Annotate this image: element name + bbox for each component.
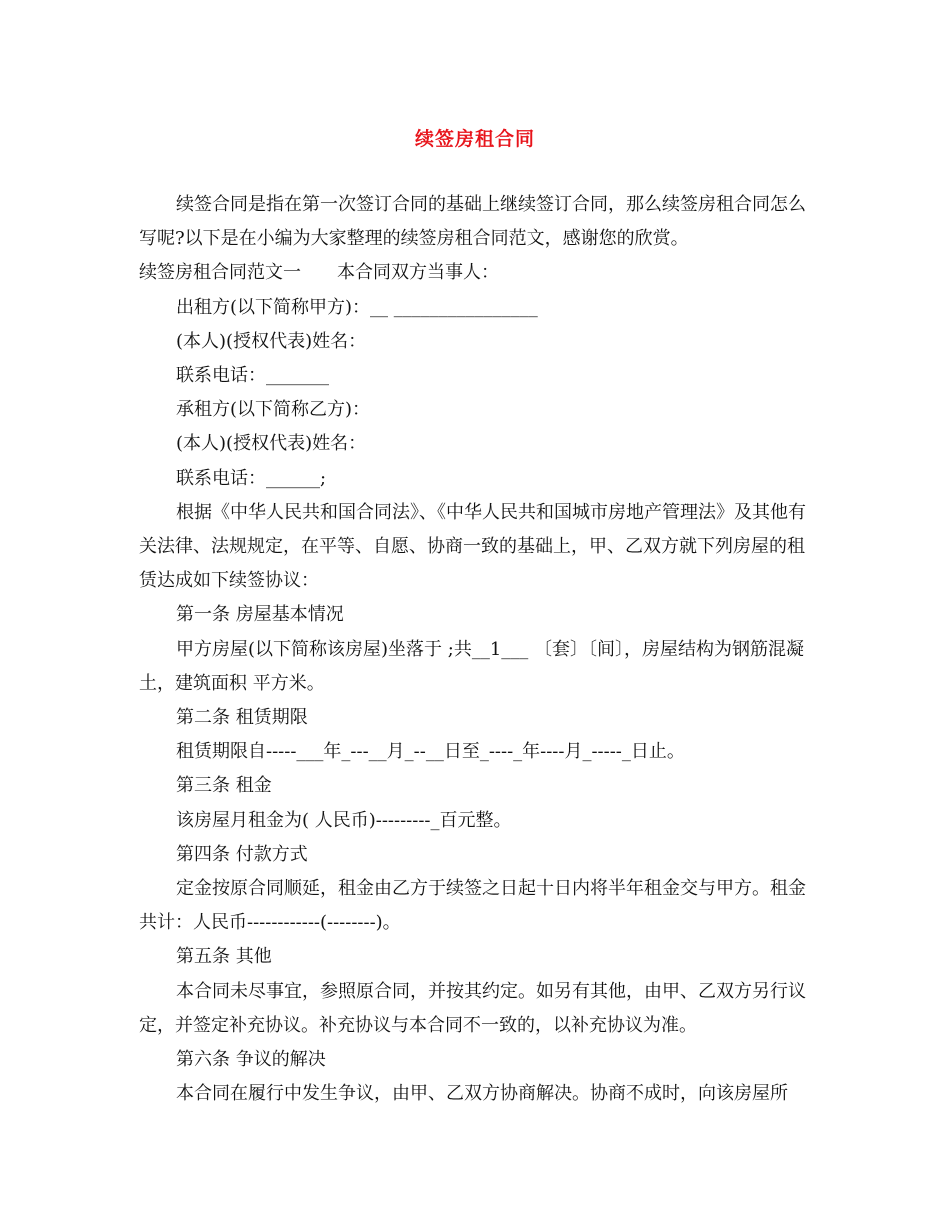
paragraph: 联系电话：_______ (176, 365, 329, 387)
paragraph: (本人)(授权代表)姓名： (176, 433, 367, 455)
paragraph: 续签房租合同范文一 本合同双方当事人： (139, 262, 499, 284)
document-title: 续签房租合同 (414, 128, 535, 150)
paragraph: 第六条 争议的解决 (176, 1049, 326, 1071)
document-body (139, 188, 815, 1111)
paragraph: 续签合同是指在第一次签订合同的基础上继续签订合同，那么续签房租合同怎么写呢?以下是在小编为大家整理的续签房租合同范文，感谢您的欣赏。 (139, 194, 806, 250)
paragraph: 第三条 租金 (176, 775, 272, 797)
paragraph: 承租方(以下简称乙方)： (176, 399, 371, 421)
paragraph: 第二条 租赁期限 (176, 707, 308, 729)
paragraph: (本人)(授权代表)姓名： (176, 330, 367, 352)
paragraph: 本合同未尽事宜，参照原合同，并按其约定。如另有其他，由甲、乙双方另行议定，并签定补充协议。补充协议与本合同不一致的，以补充协议为准。 (139, 980, 806, 1036)
paragraph: 第五条 其他 (176, 946, 272, 968)
paragraph: 第一条 房屋基本情况 (176, 604, 344, 626)
paragraph: 该房屋月租金为( 人民币)---------_百元整。 (176, 809, 512, 831)
paragraph: 租赁期限自-----___年_---__月_--__日至_----_年----月_-----_日止。 (176, 741, 685, 763)
paragraph: 本合同在履行中发生争议，由甲、乙双方协商解决。协商不成时，向该房屋所 (176, 1083, 788, 1105)
paragraph: 联系电话：______; (176, 467, 327, 489)
paragraph: 甲方房屋(以下简称该房屋)坐落于 ;共__1___ 〔套〕〔间〕，房屋结构为钢筋混凝土，建筑面积 平方米。 (139, 638, 805, 694)
paragraph: 定金按原合同顺延，租金由乙方于续签之日起十日内将半年租金交与甲方。租金共计：人民币------------(--------)。 (139, 878, 806, 934)
paragraph: 第四条 付款方式 (176, 843, 308, 865)
paragraph: 出租方(以下简称甲方)：__ ________________ (176, 296, 538, 318)
paragraph: 根据《中华人民共和国合同法》、《中华人民共和国城市房地产管理法》及其他有关法律、法规规定，在平等、自愿、协商一致的基础上，甲、乙双方就下列房屋的租赁达成如下续签协议： (139, 501, 806, 592)
